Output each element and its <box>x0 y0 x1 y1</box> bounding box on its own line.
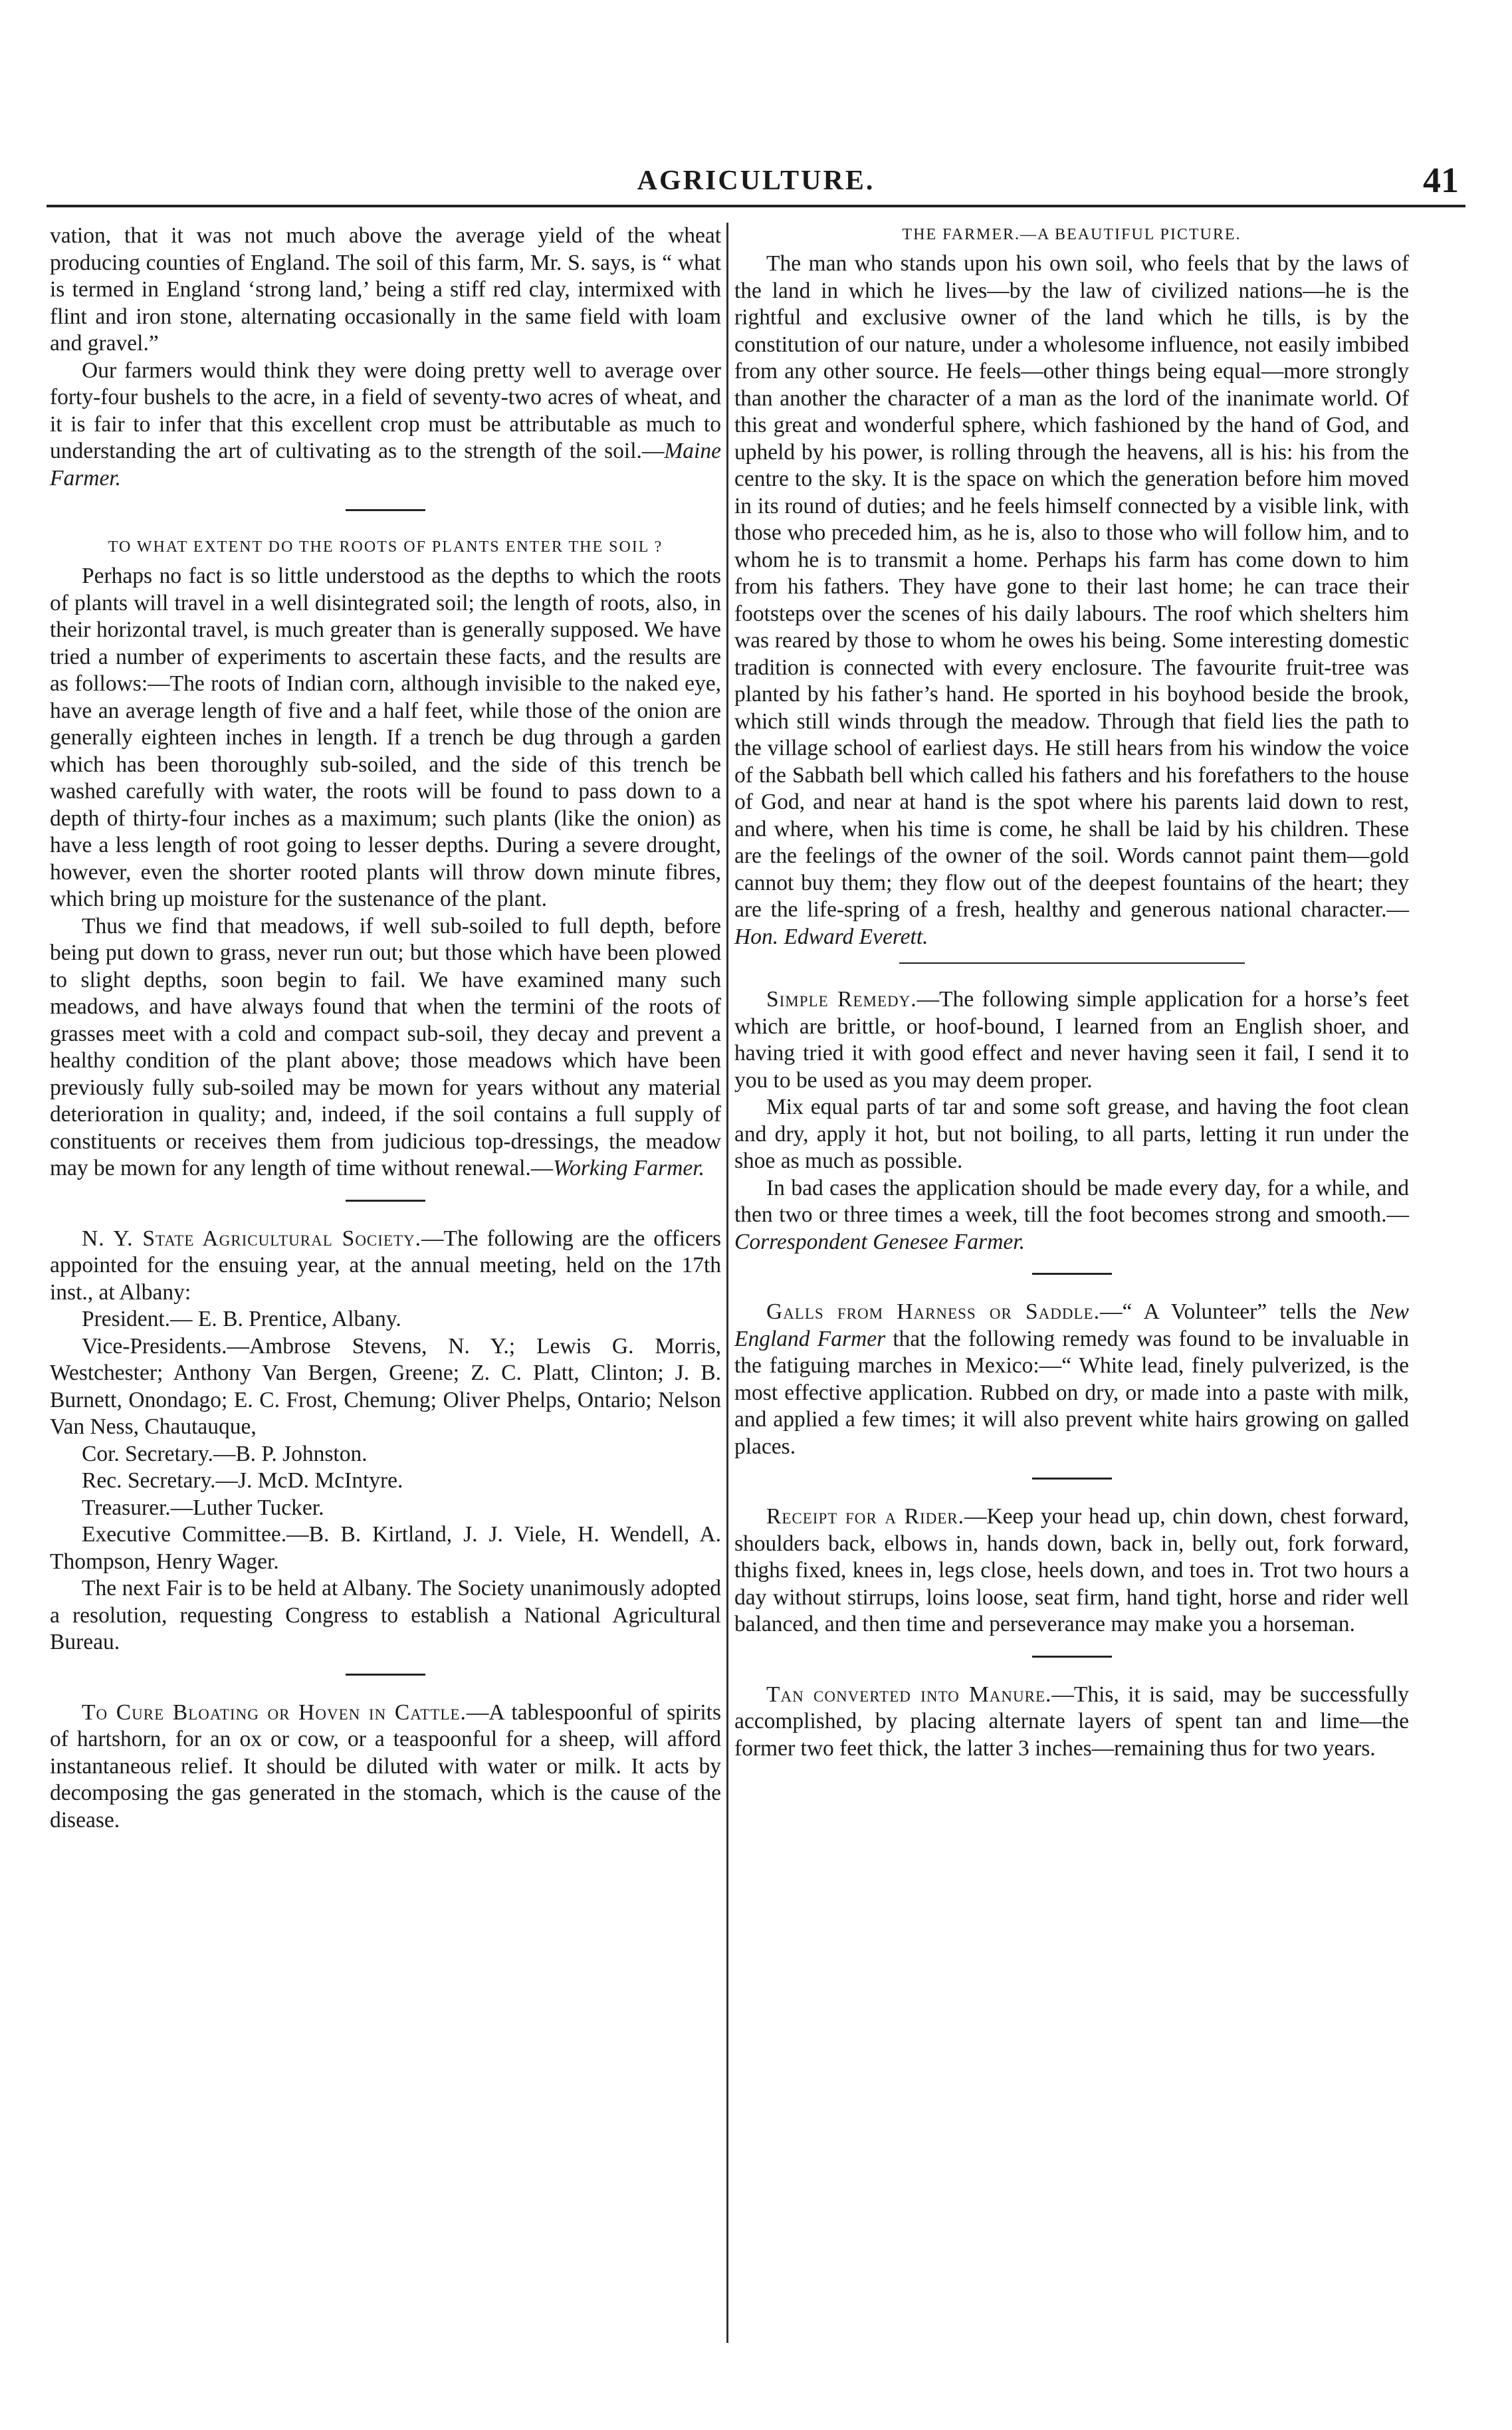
article-heading: THE FARMER.—A BEAUTIFUL PICTURE. <box>902 226 1242 243</box>
article-text: The man who stands upon his own soil, who feels that by the laws of the land in which he lives—by the law of civilized nations—he is the rightful and exclusive owner of the land which he tills, is by the constitution of our nature, under a wholesome influence, not easily imbibed from any other source. He feels—other things being equal—more strongly than another the character of a man as the lord of the inanimate world. Of this great and wonderful sphere, which fashioned by the hand of God, and upheld by his power, is rolling through the heavens, all is his: his from the centre to the sky. It is the space on which the generation before him moved in its round of duties; and he feels himself connected by a visible link, with those who preceded him, as he is, also to those who will follow him, and to whom he is to transmit a home. Perhaps his farm has come down to him from his fathers. They have gone to their last home; he can trace their footsteps over the scenes of his daily labours. The roof which shelters him was reared by those to whom he owes his being. Some interesting domestic tradition is connected with every enclosure. The favourite fruit-tree was planted by his father’s hand. He sported in his boyhood beside the brook, which still winds through the meadow. Through that field lies the path to the village school of earliest days. He still hears from his window the voice of the Sabbath bell which called his fathers and his forefathers to the house of God, and near at hand is the spot where his parents laid down to rest, and where, when his time is come, he shall be laid by his children. These are the feelings of the owner of the soil. Words cannot paint them—gold cannot buy them; they flow out of the deepest fountains of the heart; they are the life-spring of a fresh, healthy and generous national character.—Hon. Edward Everett. <box>734 251 1409 949</box>
article-rider <box>734 1503 1409 1638</box>
page-number: 41 <box>1423 160 1459 200</box>
article-title: Receipt for a Rider. <box>766 1504 964 1529</box>
source-credit: Hon. Edward Everett. <box>734 924 928 949</box>
article-text: Thus we find that meadows, if well sub-soiled to full depth, before being put down to grass, never run out; but those which have been plowed to slight depths, soon begin to fail. We have examined many such meadows, and have always found that when the termini of the roots of grasses meet with a cold and compact sub-soil, they decay and prevent a healthy condition of the plant above; those meadows which have been previously fully sub-soiled may be mown for years without any material deterioration in quality; and, indeed, if the soil contains a full supply of constituents or receives them from judicious top-dressings, the meadow may be mown for any length of time without renewal.—Working Farmer. <box>50 913 721 1180</box>
column-divider <box>726 223 728 2343</box>
officer-line: Vice-Presidents.—Ambrose Stevens, N. Y.; Lewis G. Morris, Westchester; Anthony Van Bergen, Greene; Z. C. Platt, Clinton; J. B. Burnett, Onondago; E. C. Frost, Chemung; Oliver Phelps, Ontario; Nelson Van Ness, Chautauque, <box>50 1333 721 1439</box>
article-text: The next Fair is to be held at Albany. The Society unanimously adopted a resolution, requesting Congress to establish a National Agricultural Bureau. <box>50 1576 721 1654</box>
article-title: N. Y. State Agricultural Society. <box>82 1226 422 1251</box>
section-rule <box>346 1674 425 1676</box>
source-credit: Maine Farmer. <box>50 439 721 491</box>
section-rule <box>1032 1478 1112 1480</box>
source-credit: Working Farmer. <box>553 1156 704 1180</box>
left-column <box>50 223 721 1834</box>
source-credit: Correspondent Genesee Farmer. <box>734 1229 1025 1254</box>
article-text: Simple Remedy.—The following simple application for a horse’s feet which are brittle, or hoof-bound, I learned from an English shoer, and having tried it with good effect and never having seen it fail, I send it to you to be used as you may deem proper. <box>734 987 1409 1093</box>
article-text: Mix equal parts of tar and some soft grease, and having the foot clean and dry, apply it hot, but not boiling, to all parts, letting it run under the shoe as much as possible. <box>734 1095 1409 1173</box>
section-rule <box>899 962 1245 964</box>
article-text: Tan converted into Manure.—This, it is said, may be successfully accomplished, by placing alternate layers of spent tan and lime—the former two feet thick, the latter 3 inches—remaining thus for two years. <box>734 1682 1409 1761</box>
officer-line: Cor. Secretary.—B. P. Johnston. <box>82 1441 368 1466</box>
officer-line: Executive Committee.—B. B. Kirtland, J. J. Viele, H. Wendell, A. Thompson, Henry Wager. <box>50 1522 721 1574</box>
article-text: In bad cases the application should be made every day, for a while, and then two or three times a week, till the foot becomes strong and smooth.—Correspondent Genesee Farmer. <box>734 1175 1409 1254</box>
article-tan <box>734 1682 1409 1763</box>
section-rule <box>1032 1273 1112 1275</box>
article-wheat-yield <box>50 223 721 492</box>
article-text: vation, that it was not much above the average yield of the wheat producing counties of England. The soil of this farm, Mr. S. says, is “ what is termed in England ‘strong land,’ being a stiff red clay, intermixed with flint and iron stone, alternating occasionally in the same field with loam and gravel.” <box>50 223 721 356</box>
section-rule <box>346 1200 425 1202</box>
article-text: Receipt for a Rider.—Keep your head up, chin down, chest forward, shoulders back, elbows in, hands down, back in, belly out, fork forward, thighs fixed, knees in, legs close, heels down, and toes in. Trot two hours a day without stirrups, loins loose, seat firm, hand tight, horse and rider well balanced, and then time and perseverance may make you a horseman. <box>734 1504 1409 1636</box>
section-rule <box>346 509 425 511</box>
article-text: Perhaps no fact is so little understood as the depths to which the roots of plants will travel in a well disintegrated soil; the length of roots, also, in their horizontal travel, is much greater than is generally supposed. We have tried a number of experiments to ascertain these facts, and the results are as follows:—The roots of Indian corn, although invisible to the naked eye, have an average length of five and a half feet, while those of the onion are generally eighteen inches in length. If a trench be dug through a garden which has been thoroughly sub-soiled, and the side of this trench be washed carefully with water, the roots will be found to pass down to a depth of thirty-four inches as a maximum; such plants (like the onion) as have a less length of root going to lesser depths. During a severe drought, however, even the shorter rooted plants will throw down minute fibres, which bring up moisture for the sustenance of the plant. <box>50 564 721 911</box>
article-society <box>50 1226 721 1656</box>
article-text: N. Y. State Agricultural Society.—The following are the officers appointed for the ensuing year, at the annual meeting, held on the 17th inst., at Albany: <box>50 1226 721 1305</box>
officer-line: Treasurer.—Luther Tucker. <box>82 1495 324 1520</box>
article-galls <box>734 1299 1409 1460</box>
article-text: Galls from Harness or Saddle.—“ A Volunteer” tells the New England Farmer that the following remedy was found to be invaluable in the fatiguing marches in Mexico:—“ White lead, finely pulverized, is the most effective application. Rubbed on dry, or made into a paste with milk, and applied a few times; it will also prevent white hairs growing on galled places. <box>734 1299 1410 1459</box>
running-title: AGRICULTURE. <box>637 166 875 196</box>
running-header <box>47 160 1465 207</box>
article-title: Tan converted into Manure. <box>766 1682 1052 1707</box>
article-farmer <box>734 223 1409 950</box>
article-heading: TO WHAT EXTENT DO THE ROOTS OF PLANTS ENTER THE SOIL ? <box>108 538 663 556</box>
officer-line: President.— E. B. Prentice, Albany. <box>82 1307 401 1331</box>
officer-line: Rec. Secretary.—J. McD. McIntyre. <box>82 1468 403 1493</box>
article-title: Galls from Harness or Saddle. <box>766 1299 1100 1324</box>
publication-name: New England Farmer <box>734 1299 1410 1351</box>
article-roots <box>50 535 721 1182</box>
article-text: Our farmers would think they were doing pretty well to average over forty-four bushels to the acre, in a field of seventy-two acres of wheat, and it is fair to infer that this excellent crop must be attributable as much to understanding the art of cultivating as to the strength of the soil.—Maine Farmer. <box>50 358 721 491</box>
article-title: To Cure Bloating or Hoven in Cattle. <box>82 1700 467 1725</box>
article-bloating <box>50 1700 721 1834</box>
section-rule <box>1032 1656 1112 1658</box>
article-title: Simple Remedy. <box>766 987 917 1012</box>
right-column <box>734 223 1409 1762</box>
article-simple-remedy <box>734 986 1409 1256</box>
article-text: To Cure Bloating or Hoven in Cattle.—A tablespoonful of spirits of hartshorn, for an ox or cow, or a teaspoonful for a sheep, will afford instantaneous relief. It should be diluted with water or milk. It acts by decomposing the gas generated in the stomach, which is the cause of the disease. <box>50 1700 721 1832</box>
